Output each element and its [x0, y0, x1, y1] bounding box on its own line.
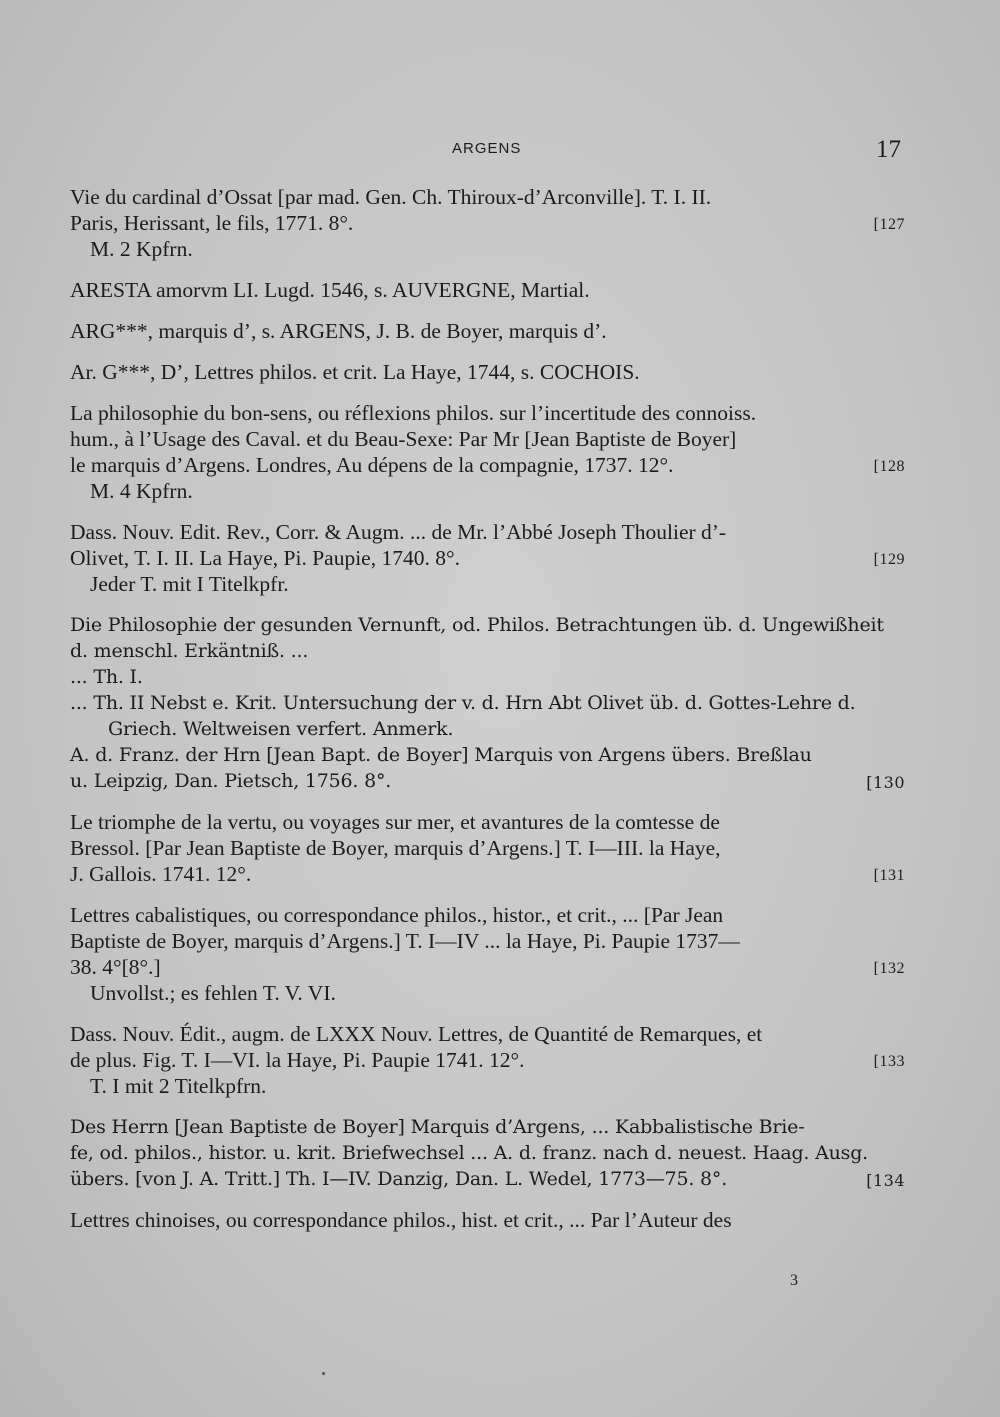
entry-line: [70, 545, 905, 571]
catalog-entry: [70, 1207, 905, 1233]
entry-line-text: Olivet, T. I. II. La Haye, Pi. Paupie, 1740. 8°.: [70, 546, 460, 570]
entry-line-text: J. Gallois. 1741. 12°.: [70, 862, 252, 886]
entry-line-text: Baptiste de Boyer, marquis d’Argens.] T. I—IV ... la Haye, Pi. Paupie 1737—: [70, 929, 740, 953]
entry-line-text: Lettres chinoises, ou correspondance philos., hist. et crit., ... Par l’Auteur des: [70, 1208, 732, 1232]
entry-line-text: Lettres cabalistiques, ou correspondance philos., histor., et crit., ... [Par Jean: [70, 903, 724, 927]
entry-line-text: Ar. G***, D’, Lettres philos. et crit. La Haye, 1744, s. COCHOIS.: [70, 360, 640, 384]
entry-line: [70, 902, 905, 928]
entry-line-text: Dass. Nouv. Edit. Rev., Corr. & Augm. ... de Mr. l’Abbé Joseph Thoulier d’-: [70, 520, 727, 544]
entry-line: [70, 236, 905, 262]
entry-line: [70, 861, 905, 887]
entry-line: [70, 1047, 905, 1073]
entry-line-text: Griech. Weltweisen verfert. Anmerk.: [108, 718, 454, 740]
entry-line: [70, 1114, 905, 1140]
entry-line-text: le marquis d’Argens. Londres, Au dépens de la compagnie, 1737. 12°.: [70, 453, 674, 477]
running-head: ARGENS: [452, 140, 522, 157]
entry-line-text: Bressol. [Par Jean Baptiste de Boyer, marquis d’Argens.] T. I—III. la Haye,: [70, 836, 721, 860]
entry-line: [70, 809, 905, 835]
entry-line: [70, 1166, 905, 1192]
entry-line: [70, 612, 905, 638]
entry-line-text: M. 2 Kpfrn.: [90, 237, 193, 261]
entry-line: [70, 1021, 905, 1047]
entry-line: [70, 184, 905, 210]
entry-line: [70, 768, 905, 794]
entry-number: [133: [873, 1053, 905, 1070]
catalog-entry: [70, 400, 905, 504]
catalog-entry: [70, 519, 905, 597]
entry-line: [70, 1073, 905, 1099]
entry-line-text: Dass. Nouv. Édit., augm. de LXXX Nouv. Lettres, de Quantité de Remarques, et: [70, 1022, 763, 1046]
entry-line-text: Unvollst.; es fehlen T. V. VI.: [90, 981, 336, 1005]
catalog-entry: [70, 902, 905, 1006]
entry-line: [70, 478, 905, 504]
entry-line: [70, 1207, 905, 1233]
entry-line: [70, 954, 905, 980]
entry-line-text: ARG***, marquis d’, s. ARGENS, J. B. de Boyer, marquis d’.: [70, 319, 607, 343]
entry-line-text: Le triomphe de la vertu, ou voyages sur mer, et avantures de la comtesse de: [70, 810, 720, 834]
catalog-entry: [70, 1021, 905, 1099]
entry-line: [70, 1140, 905, 1166]
entry-line: [70, 210, 905, 236]
page-header: [0, 136, 1000, 166]
entry-line: [70, 980, 905, 1006]
entry-line-text: ... Th. I.: [70, 666, 143, 688]
entry-number: [134: [866, 1171, 905, 1190]
entry-number: [129: [873, 551, 905, 568]
page-number: 17: [876, 136, 901, 163]
paper-speck: [322, 1372, 325, 1375]
entry-line-text: ... Th. II Nebst e. Krit. Untersuchung der v. d. Hrn Abt Olivet üb. d. Gottes-Lehre d.: [70, 692, 856, 714]
entry-line: [70, 426, 905, 452]
entry-line: [70, 318, 905, 344]
signature-mark: 3: [790, 1272, 798, 1289]
entry-line: [70, 571, 905, 597]
entry-line-text: M. 4 Kpfrn.: [90, 479, 193, 503]
entry-line: [70, 400, 905, 426]
entry-line-text: de plus. Fig. T. I—VI. la Haye, Pi. Paupie 1741. 12°.: [70, 1048, 525, 1072]
catalog-entry: [70, 359, 905, 385]
entry-line-text: Die Philosophie der gesunden Vernunft, od. Philos. Betrachtungen üb. d. Ungewißheit: [70, 614, 884, 636]
entry-number: [132: [873, 960, 905, 977]
entry-line: [70, 928, 905, 954]
entry-line-text: Paris, Herissant, le fils, 1771. 8°.: [70, 211, 354, 235]
entry-line: [70, 519, 905, 545]
entry-line: [70, 742, 905, 768]
entry-line-text: ARESTA amorvm LI. Lugd. 1546, s. AUVERGNE, Martial.: [70, 278, 590, 302]
entry-line-text: übers. [von J. A. Tritt.] Th. I—IV. Danzig, Dan. L. Wedel, 1773—75. 8°.: [70, 1168, 728, 1190]
entry-line-text: hum., à l’Usage des Caval. et du Beau-Sexe: Par Mr [Jean Baptiste de Boyer]: [70, 427, 737, 451]
catalog-entry: [70, 1114, 905, 1192]
entry-number: [131: [873, 867, 905, 884]
catalog-entry: [70, 809, 905, 887]
entry-line-text: u. Leipzig, Dan. Pietsch, 1756. 8°.: [70, 770, 392, 792]
catalog-entry: [70, 318, 905, 344]
entry-line-text: La philosophie du bon-sens, ou réflexions philos. sur l’incertitude des connoiss.: [70, 401, 757, 425]
entry-line-text: T. I mit 2 Titelkpfrn.: [90, 1074, 267, 1098]
entry-number: [128: [873, 458, 905, 475]
entry-line: [70, 690, 905, 716]
entry-line-text: Vie du cardinal d’Ossat [par mad. Gen. Ch. Thiroux-d’Arconville]. T. I. II.: [70, 185, 712, 209]
entry-line-text: 38. 4°[8°.]: [70, 955, 161, 979]
entry-line: [70, 664, 905, 690]
entry-line: [70, 359, 905, 385]
entry-line: [70, 452, 905, 478]
entry-number: [130: [866, 773, 905, 792]
catalog-entry: [70, 612, 905, 794]
entry-line-text: Des Herrn [Jean Baptiste de Boyer] Marquis d’Argens, ... Kabbalistische Brie-: [70, 1116, 805, 1138]
entry-line-text: Jeder T. mit I Titelkpfr.: [90, 572, 289, 596]
entry-line: [70, 835, 905, 861]
entry-line: [70, 716, 905, 742]
entry-line: [70, 638, 905, 664]
entry-line-text: fe, od. philos., histor. u. krit. Briefwechsel ... A. d. franz. nach d. neuest. Haag. Ausg.: [70, 1142, 869, 1164]
entry-number: [127: [873, 216, 905, 233]
catalog-entry: [70, 277, 905, 303]
entry-line-text: d. menschl. Erkäntniß. ...: [70, 640, 309, 662]
bibliography-entries: [70, 184, 905, 1248]
entry-line: [70, 277, 905, 303]
entry-line-text: A. d. Franz. der Hrn [Jean Bapt. de Boyer] Marquis von Argens übers. Breßlau: [70, 744, 812, 766]
catalog-entry: [70, 184, 905, 262]
